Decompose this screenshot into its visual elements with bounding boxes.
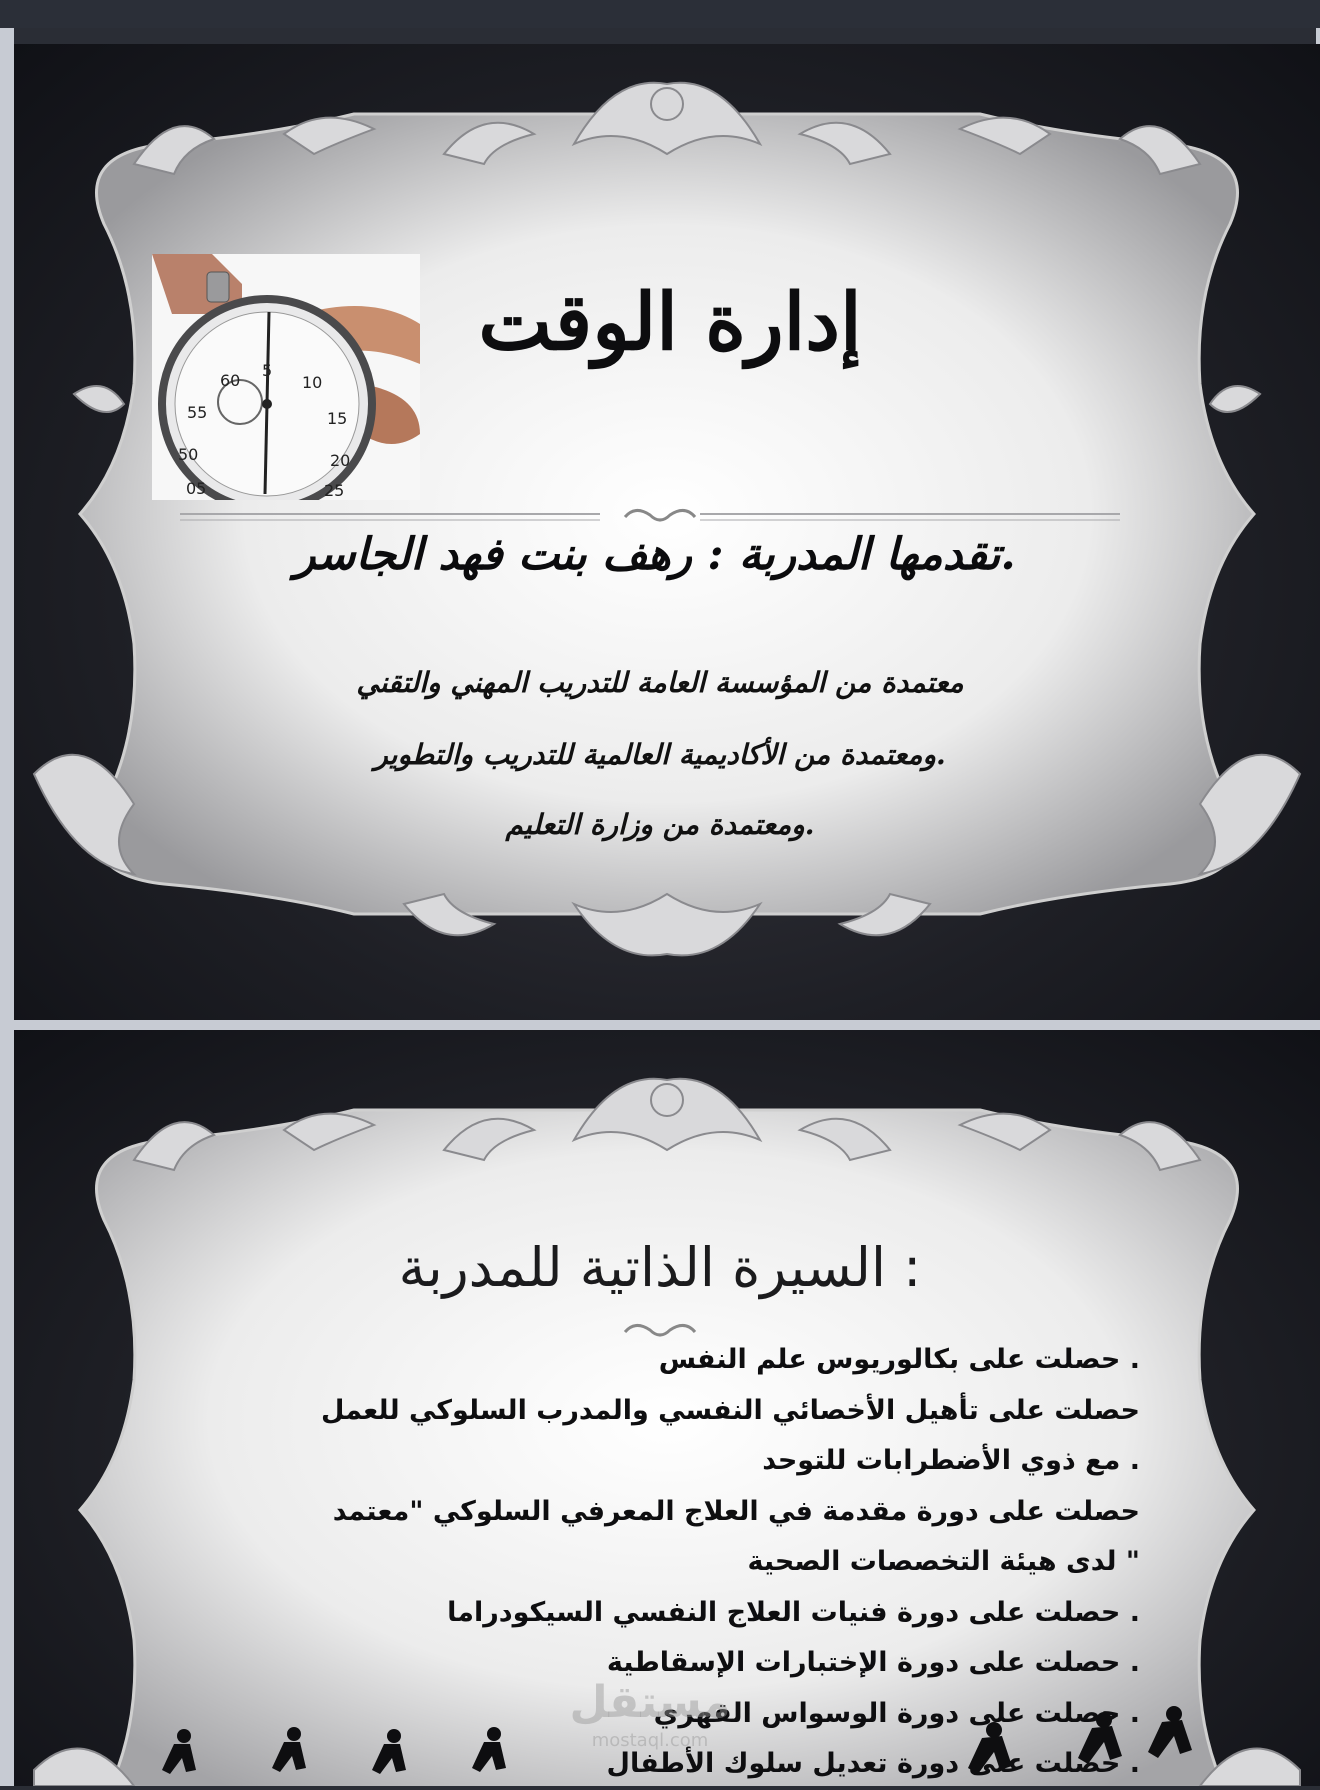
slide-separator <box>0 1020 1320 1030</box>
cv-item: حصلت على تأهيل الأخصائي النفسي والمدرب السلوكي للعمل <box>320 1394 1140 1426</box>
stopwatch-number: 15 <box>327 409 348 428</box>
watermark <box>555 1676 745 1766</box>
cv-title: : السيرة الذاتية للمدربة <box>398 1236 922 1299</box>
cv-item: . حصلت على دورة فنيات العلاج النفسي السيكودراما <box>447 1596 1140 1628</box>
cv-item: . حصلت على دورة تعديل سلوك الأطفال <box>606 1748 1140 1779</box>
cv-item: . مع ذوي الأضطرابات للتوحد <box>762 1445 1140 1476</box>
credential-line: معتمدة من المؤسسة العامة للتدريب المهني والتقني <box>356 666 964 699</box>
credential-line: .ومعتمدة من وزارة التعليم <box>505 808 815 841</box>
stopwatch-number: 05 <box>186 479 207 498</box>
watermark-domain: mostaql.com <box>591 1730 709 1751</box>
top-status-bar <box>0 0 1320 28</box>
presenter-name: .تقدمها المدربة : رهف بنت فهد الجاسر <box>294 529 1016 580</box>
stopwatch-number: 25 <box>324 481 345 500</box>
cv-item: حصلت على دورة مقدمة في العلاج المعرفي السلوكي "معتمد <box>332 1495 1140 1527</box>
stopwatch-number: 60 <box>220 371 241 390</box>
stopwatch-image <box>152 254 420 500</box>
slide-title-text: إدارة الوقت <box>478 277 862 368</box>
credential-line: .ومعتمدة من الأكاديمية العالمية للتدريب والتطوير <box>374 738 946 771</box>
stopwatch-number: 10 <box>302 373 323 392</box>
cv-item: . حصلت على دورة الوسواس القهري <box>653 1697 1140 1729</box>
stopwatch-number: 20 <box>330 451 351 470</box>
cv-item: . حصلت على دورة الإختبارات الإسقاطية <box>606 1647 1140 1678</box>
cv-item: . حصلت على بكالوريوس علم النفس <box>658 1344 1140 1375</box>
watermark-brand: مستقل <box>569 1677 731 1728</box>
stopwatch-number: 50 <box>178 445 199 464</box>
cv-item: " لدى هيئة التخصصات الصحية <box>747 1546 1140 1577</box>
left-border <box>0 28 14 1786</box>
stopwatch-number: 5 <box>262 361 273 380</box>
stopwatch-number: 55 <box>187 403 208 422</box>
